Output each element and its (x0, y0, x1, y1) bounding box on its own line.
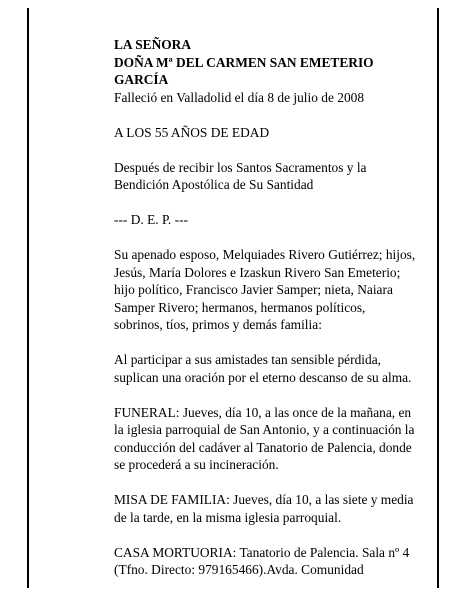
dep-line: --- D. E. P. --- (114, 212, 189, 227)
funeral-line: conducción del cadáver al Tanatorio de Palencia, donde (114, 439, 412, 455)
name-line: DOÑA Mª DEL CARMEN SAN EMETERIO (114, 54, 374, 70)
family-line: Samper Rivero; hermanos, hermanos políticos, (114, 299, 366, 315)
right-border-line (437, 8, 439, 588)
request-line: suplican una oración por el eterno descanso de su alma. (114, 369, 412, 385)
name-line: GARCÍA (114, 72, 169, 87)
death-line: Falleció en Valladolid el día 8 de julio de 2008 (114, 89, 365, 105)
age-line: A LOS 55 AÑOS DE EDAD (114, 124, 270, 140)
funeral-line: FUNERAL: Jueves, día 10, a las once de la mañana, en (114, 404, 412, 420)
family-line: Su apenado esposo, Melquiades Rivero Gutiérrez; hijos, (114, 247, 416, 262)
sacraments-line: Después de recibir los Santos Sacramentos y la (114, 159, 367, 175)
mass-line: de la tarde, en la misma iglesia parroquial. (114, 509, 342, 525)
funeral-line: se procederá a su incineración. (114, 457, 279, 472)
left-border-line (27, 8, 29, 588)
sacraments-line: Bendición Apostólica de Su Santidad (114, 177, 314, 192)
mass-line: MISA DE FAMILIA: Jueves, día 10, a las siete y media (114, 492, 414, 507)
name-line: LA SEÑORA (114, 37, 192, 52)
family-line: sobrinos, tíos, primos y demás familia: (114, 317, 322, 332)
family-line: Jesús, María Dolores e Izaskun Rivero San Emeterio; (114, 264, 401, 280)
request-line: Al participar a sus amistades tan sensible pérdida, (114, 352, 381, 367)
obituary-text (114, 36, 429, 579)
family-line: hijo político, Francisco Javier Samper; nieta, Naiara (114, 282, 393, 297)
funeral-line: la iglesia parroquial de San Antonio, y a continuación la (114, 422, 415, 437)
house-line: CASA MORTUORIA: Tanatorio de Palencia. Sala nº 4 (114, 544, 410, 560)
house-line: (Tfno. Directo: 979165466).Avda. Comunidad (114, 562, 364, 577)
